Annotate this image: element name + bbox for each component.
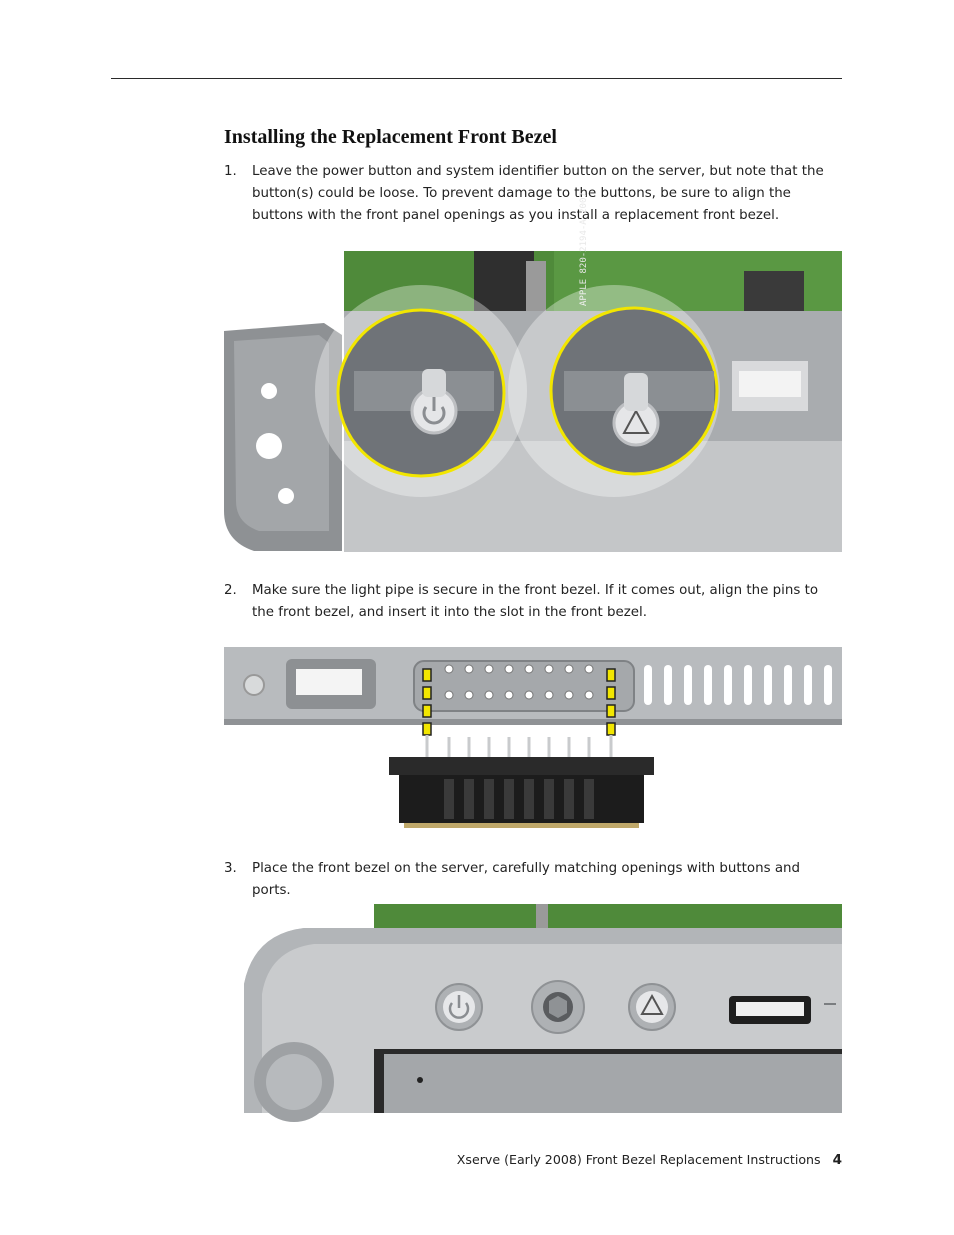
photo-bezel-installed [224, 904, 842, 1113]
step-3 [224, 858, 824, 902]
step-2 [224, 580, 824, 624]
section-heading: Installing the Replacement Front Bezel [224, 126, 557, 148]
board-silkscreen: APPLE 820-2194-A 2007 [579, 192, 589, 306]
photo-light-pipe [224, 647, 842, 830]
header-rule [111, 78, 842, 79]
step-1 [224, 161, 824, 227]
step-text: Make sure the light pipe is secure in the front bezel. If it comes out, align the pins to the front bezel, and insert it into the slot in the front bezel. [252, 583, 819, 620]
page-footer [420, 1152, 842, 1168]
step-number: 2. [224, 583, 237, 598]
step-number: 1. [224, 164, 237, 179]
step-number: 3. [224, 861, 237, 876]
step-text: Place the front bezel on the server, carefully matching openings with buttons and ports. [252, 861, 801, 898]
page-number: 4 [832, 1152, 842, 1168]
step-text: Leave the power button and system identifier button on the server, but note that the button(s) could be loose. To prevent damage to the buttons, be sure to align the buttons with the front panel openings as you install a replacement front bezel. [252, 164, 824, 223]
footer-doc-title: Xserve (Early 2008) Front Bezel Replacement Instructions [456, 1152, 821, 1167]
